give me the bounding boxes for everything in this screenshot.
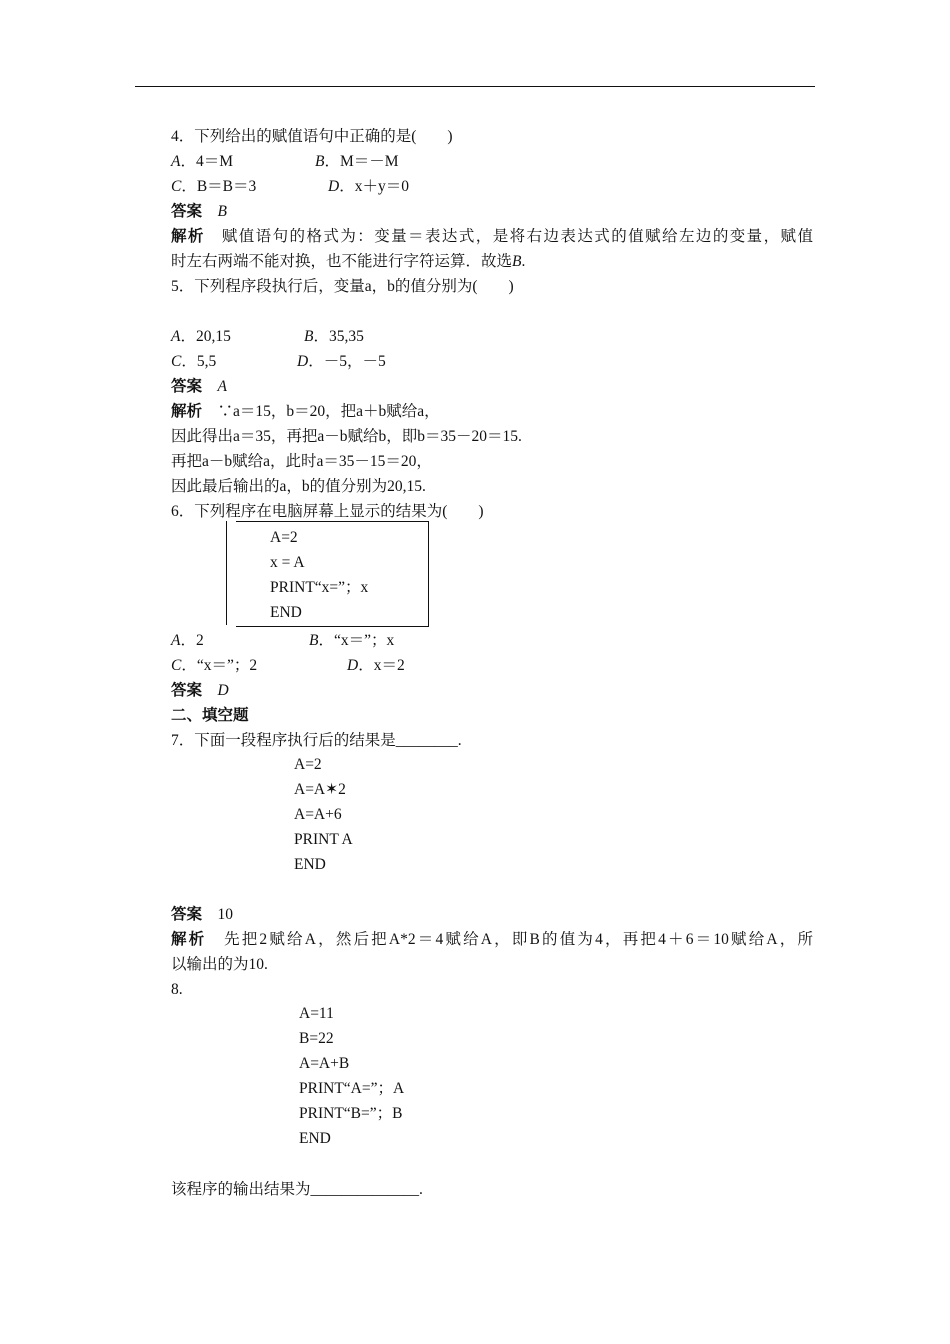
q7-answer-value: 10	[217, 906, 234, 923]
q4-a-text: ．4＝M	[180, 153, 234, 170]
q8-code-line: PRINT“A=”；A	[299, 1080, 405, 1097]
q5-a-letter: A	[171, 328, 181, 345]
q4-stem: 4．下列给出的赋值语句中正确的是( )	[171, 128, 453, 145]
q5-c-letter: C	[171, 353, 182, 370]
q5-b-text: ．35,35	[313, 328, 364, 345]
q5-c-text: ．5,5	[181, 353, 217, 370]
q7-code-line: A=A✶2	[294, 781, 346, 798]
q6-d-letter: D	[347, 657, 359, 674]
q6-option-a	[171, 631, 204, 651]
q6-answer-label: 答案	[171, 682, 203, 699]
q4-d-letter: D	[328, 178, 340, 195]
q6-option-d	[347, 656, 405, 676]
q4-analysis-text1: 赋值语句的格式为：变量＝表达式，是将右边表达式的值赋给左边的变量，赋值	[221, 228, 813, 245]
q5-analysis-line3: 再把a－b赋给a，此时a＝35－15＝20，	[171, 453, 432, 470]
q5-answer	[171, 377, 227, 397]
q6-b-letter: B	[309, 632, 319, 649]
q6-a-letter: A	[171, 632, 181, 649]
q4-answer	[171, 202, 227, 222]
q4-option-c	[171, 177, 256, 197]
q5-a-text: ．20,15	[180, 328, 231, 345]
q6-answer	[171, 681, 229, 701]
q5-answer-label: 答案	[171, 378, 203, 395]
q7-analysis-label: 解析	[171, 931, 207, 948]
q4-d-text: ．x＋y＝0	[339, 178, 409, 195]
q6-stem: 6．下列程序在电脑屏幕上显示的结果为( )	[171, 503, 484, 520]
q8-stem: 8.	[171, 981, 183, 998]
q8-code-line: A=11	[299, 1005, 334, 1022]
q6-option-c	[171, 656, 257, 676]
q4-b-letter: B	[315, 153, 325, 170]
q8-tail: 该程序的输出结果为______________.	[171, 1181, 423, 1198]
header-rule	[135, 86, 815, 87]
q6-code-box-left-rule	[226, 521, 227, 625]
q7-code-line: PRINT A	[294, 831, 353, 848]
q4-b-text: ．M＝－M	[324, 153, 399, 170]
q5-analysis-label: 解析	[171, 403, 203, 420]
q8-code-line: B=22	[299, 1030, 334, 1047]
q4-option-d	[328, 177, 409, 197]
q7-code-line: END	[294, 856, 326, 873]
q7-answer-label: 答案	[171, 906, 203, 923]
q4-c-letter: C	[171, 178, 182, 195]
q5-option-b	[304, 327, 364, 347]
q6-a-text: ．2	[180, 632, 204, 649]
q7-analysis-line1	[171, 930, 813, 950]
q4-answer-value: B	[217, 203, 227, 220]
q5-analysis-line1	[171, 402, 440, 422]
q6-c-text: ．“x＝”；2	[181, 657, 258, 674]
q4-analysis-line2	[171, 252, 525, 272]
q4-c-text: ．B＝B＝3	[181, 178, 257, 195]
q7-analysis-text1: 先把2赋给A，然后把A*2＝4赋给A，即B的值为4，再把4＋6＝10赋给A，所	[224, 931, 813, 948]
q6-code-box	[236, 521, 429, 627]
q6-code-line: A=2	[270, 529, 298, 546]
q6-code-line: x = A	[270, 554, 305, 571]
q8-code-line: A=A+B	[299, 1055, 350, 1072]
q4-answer-label: 答案	[171, 203, 203, 220]
q4-option-b	[315, 152, 399, 172]
q8-code-line: END	[299, 1130, 331, 1147]
q5-answer-value: A	[217, 378, 227, 395]
q5-stem: 5．下列程序段执行后，变量a，b的值分别为( )	[171, 278, 514, 295]
q6-answer-value: D	[217, 682, 229, 699]
q6-code-line: END	[270, 604, 302, 621]
q4-analysis-dot: .	[521, 253, 526, 270]
q4-analysis-label: 解析	[171, 228, 205, 245]
q4-analysis-text2: 时左右两端不能对换，也不能进行字符运算．故选	[171, 253, 513, 270]
q5-analysis-line4: 因此最后输出的a，b的值分别为20,15.	[171, 478, 426, 495]
q5-analysis-line2: 因此得出a＝35，再把a－b赋给b，即b＝35－20＝15.	[171, 428, 522, 445]
q4-option-a	[171, 152, 233, 172]
q6-code-line: PRINT“x=”；x	[270, 579, 369, 596]
q4-analysis-line1	[171, 227, 813, 247]
q7-code-line: A=A+6	[294, 806, 342, 823]
q5-option-d	[297, 352, 386, 372]
q5-option-c	[171, 352, 216, 372]
q5-b-letter: B	[304, 328, 314, 345]
q6-c-letter: C	[171, 657, 182, 674]
q6-d-text: ．x＝2	[358, 657, 405, 674]
q6-b-text: ．“x＝”；x	[318, 632, 395, 649]
q7-analysis-line2: 以输出的为10.	[171, 956, 268, 973]
q4-a-letter: A	[171, 153, 181, 170]
q5-analysis-text1: ∵a＝15，b＝20，把a＋b赋给a，	[217, 403, 440, 420]
section-title: 二、填空题	[171, 707, 249, 724]
q7-code-line: A=2	[294, 756, 322, 773]
q5-d-text: ．－5，－5	[308, 353, 386, 370]
q7-answer	[171, 905, 233, 925]
q5-d-letter: D	[297, 353, 309, 370]
q4-analysis-choice: B	[512, 253, 522, 270]
q5-option-a	[171, 327, 231, 347]
q8-code-line: PRINT“B=”；B	[299, 1105, 403, 1122]
q7-stem: 7．下面一段程序执行后的结果是________.	[171, 732, 462, 749]
q6-option-b	[309, 631, 394, 651]
